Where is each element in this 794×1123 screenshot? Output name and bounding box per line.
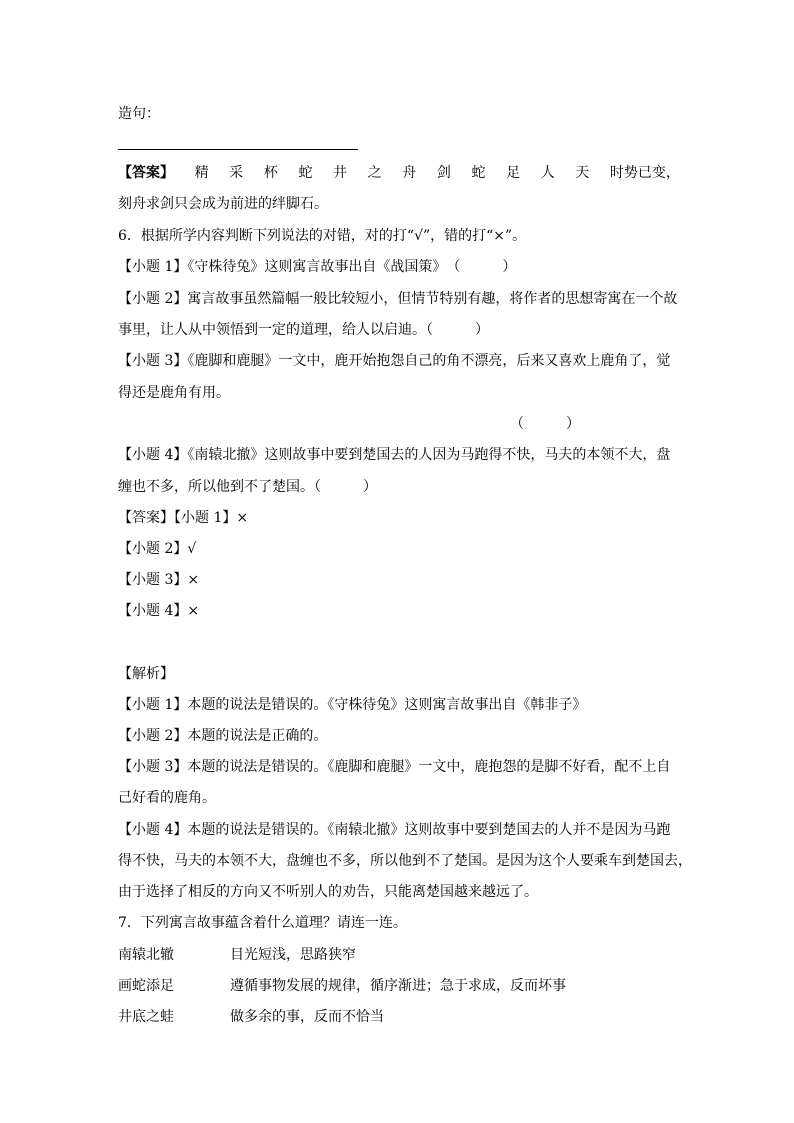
q7-moral: 遵循事物发展的规律，循序渐进；急于求成，反而坏事 — [230, 978, 566, 994]
answer-char: 人 — [540, 165, 555, 181]
answer-char: 采 — [229, 165, 244, 181]
q7-moral: 做多余的事，反而不恰当 — [230, 1009, 384, 1025]
q6-item-2-cont: 事里，让人从中领悟到一定的道理，给人以启迪。（ ） — [118, 322, 489, 338]
answer-char: 时势已变， — [609, 165, 680, 181]
analysis-line: 由于选择了相反的方向又不听别人的劝告，只能离楚国越来越远了。 — [118, 884, 538, 900]
q7-moral: 目光短浅，思路狭窄 — [230, 947, 356, 963]
answer-row — [118, 163, 680, 183]
q6-answer-4: 【小题 4】× — [118, 603, 200, 619]
analysis-line: 【小题 2】本题的说法是正确的。 — [118, 728, 328, 744]
analysis-line: 【小题 3】本题的说法是错误的。《鹿脚和鹿腿》一文中，鹿抱怨的是脚不好看，配不上自 — [118, 759, 671, 775]
q7-story: 井底之蛙 — [118, 1009, 174, 1025]
q6-item-3: 【小题 3】《鹿脚和鹿腿》一文中，鹿开始抱怨自己的角不漂亮，后来又喜欢上鹿角了，觉 — [118, 353, 671, 369]
q6-item-3-blank: （ ） — [510, 416, 580, 432]
analysis-line: 己好看的鹿角。 — [118, 790, 216, 806]
answer-char: 之 — [367, 165, 382, 181]
analysis-line: 得不快，马夫的本领不大，盘缠也不多，所以他到不了楚国。是因为这个人要乘车到楚国去， — [118, 853, 692, 869]
q6-answer-1: 【答案】【小题 1】× — [118, 510, 249, 526]
answer-char: 天 — [575, 165, 590, 181]
answer-char: 杯 — [263, 165, 278, 181]
q7-story: 画蛇添足 — [118, 978, 174, 994]
q6-item-3-cont: 得还是鹿角有用。 — [118, 385, 230, 401]
answer-char: 足 — [506, 165, 521, 181]
answer-continuation: 刻舟求剑只会成为前进的绊脚石。 — [118, 196, 328, 212]
q6-answer-2: 【小题 2】√ — [118, 541, 197, 557]
q7-story: 南辕北辙 — [118, 947, 174, 963]
analysis-title: 【解析】 — [118, 666, 174, 682]
analysis-line: 【小题 4】本题的说法是错误的。《南辕北撤》这则故事中要到楚国去的人并不是因为马跑 — [118, 822, 671, 838]
answer-char: 蛇 — [298, 165, 313, 181]
question-6-title: 6．根据所学内容判断下列说法的对错，对的打“√”，错的打“×”。 — [118, 228, 527, 244]
sentence-label: 造句： — [118, 106, 160, 122]
answer-char: 蛇 — [471, 165, 486, 181]
answer-blank-line — [118, 149, 358, 150]
q6-item-2: 【小题 2】寓言故事虽然篇幅一般比较短小，但情节特别有趣，将作者的思想寄寓在一个故 — [118, 291, 678, 307]
answer-char: 井 — [333, 165, 348, 181]
analysis-line: 【小题 1】本题的说法是错误的。《守株待兔》这则寓言故事出自《韩非子》 — [118, 697, 587, 713]
answer-char: 剑 — [436, 165, 451, 181]
q6-item-1: 【小题 1】《守株待兔》这则寓言故事出自《战国策》 （ ） — [118, 259, 517, 275]
answer-char: 精 — [194, 165, 209, 181]
q6-item-4-cont: 缠也不多，所以他到不了楚国。（ ） — [118, 479, 377, 495]
q6-item-4: 【小题 4】《南辕北撤》这则故事中要到楚国去的人因为马跑得不快，马夫的本领不大，盘 — [118, 447, 671, 463]
q6-answer-3: 【小题 3】× — [118, 572, 200, 588]
answer-label: 【答案】 — [118, 165, 174, 181]
answer-char: 舟 — [402, 165, 417, 181]
question-7-title: 7．下列寓言故事蕴含着什么道理？请连一连。 — [118, 915, 407, 931]
